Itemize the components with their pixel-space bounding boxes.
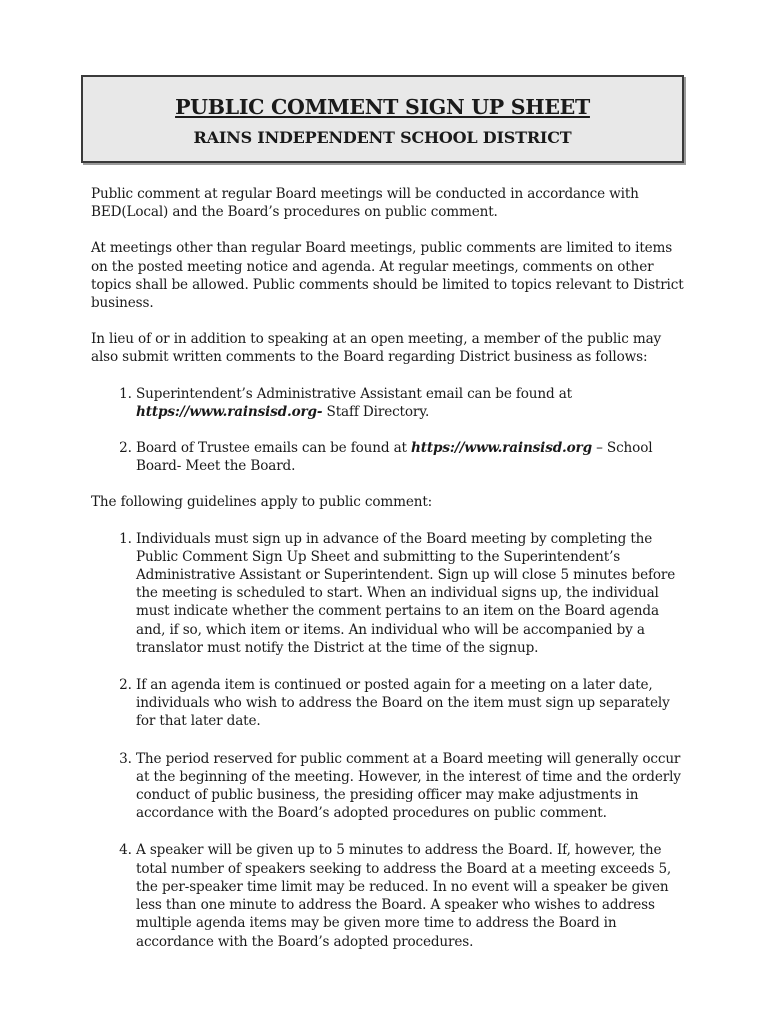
guidelines-intro: The following guidelines apply to public comment: bbox=[91, 494, 433, 511]
list-item bbox=[136, 439, 691, 475]
list-item: 4. A speaker will be given up to 5 minutes to address the Board. If, however, the total number of speakers seeking to address the Board at a meeting exceeds 5, the per-speaker time limit may be reduced. In no event will a speaker be given less than one minute to address the Board. A speaker who wishes to address multiple agenda items may be given more time to address the Board in accordance with the Board’s adopted procedures. bbox=[136, 841, 691, 950]
list-item-text: Superintendent’s Administrative Assistant email can be found at bbox=[136, 385, 572, 402]
district-name: RAINS INDEPENDENT SCHOOL DISTRICT bbox=[193, 128, 572, 147]
list-item: 3. The period reserved for public comment at a Board meeting will generally occur at the beginning of the meeting. However, in the interest of time and the orderly conduct of public business, the presiding officer may make adjustments in accordance with the Board’s adopted procedures on public comment. bbox=[136, 750, 691, 823]
list-item bbox=[136, 385, 691, 421]
list-item-text: Board of Trustee emails can be found at bbox=[136, 440, 412, 457]
website-link[interactable]: https://www.rainsisd.org- bbox=[136, 403, 323, 420]
list-item: 2. If an agenda item is continued or posted again for a meeting on a later date, individuals who wish to address the Board on the item must sign up separately for that later date. bbox=[136, 676, 691, 731]
body-text bbox=[91, 185, 691, 969]
list-item: 1. Individuals must sign up in advance of the Board meeting by completing the Public Comment Sign Up Sheet and submitting to the Superintendent’s Administrative Assistant or Superintendent. Sign up will close 5 minutes before the meeting is scheduled to start. When an individual signs up, the individual must indicate whether the comment pertains to an item on the Board agenda and, if so, which item or items. An individual who will be accompanied by a translator must notify the District at the time of the signup. bbox=[136, 530, 691, 657]
website-link[interactable]: https://www.rainsisd.org bbox=[411, 440, 592, 457]
list-item-text: – School Board- Meet the Board. bbox=[136, 440, 653, 475]
written-comments-list bbox=[91, 385, 691, 476]
page-title: PUBLIC COMMENT SIGN UP SHEET bbox=[175, 95, 590, 119]
intro-paragraph-2: At meetings other than regular Board meetings, public comments are limited to items on the posted meeting notice and agenda. At regular meetings, comments on other topics shall be allowed. Public comments should be limited to topics relevant to District business. bbox=[91, 240, 684, 312]
intro-paragraph-1: Public comment at regular Board meetings will be conducted in accordance with BED(Local) and the Board’s procedures on public comment. bbox=[91, 186, 639, 221]
header-box bbox=[81, 75, 684, 163]
list-item-text: Staff Directory. bbox=[322, 403, 430, 420]
intro-paragraph-3: In lieu of or in addition to speaking at an open meeting, a member of the public may also submit written comments to the Board regarding District business as follows: bbox=[91, 331, 662, 366]
guidelines-list bbox=[91, 530, 691, 951]
